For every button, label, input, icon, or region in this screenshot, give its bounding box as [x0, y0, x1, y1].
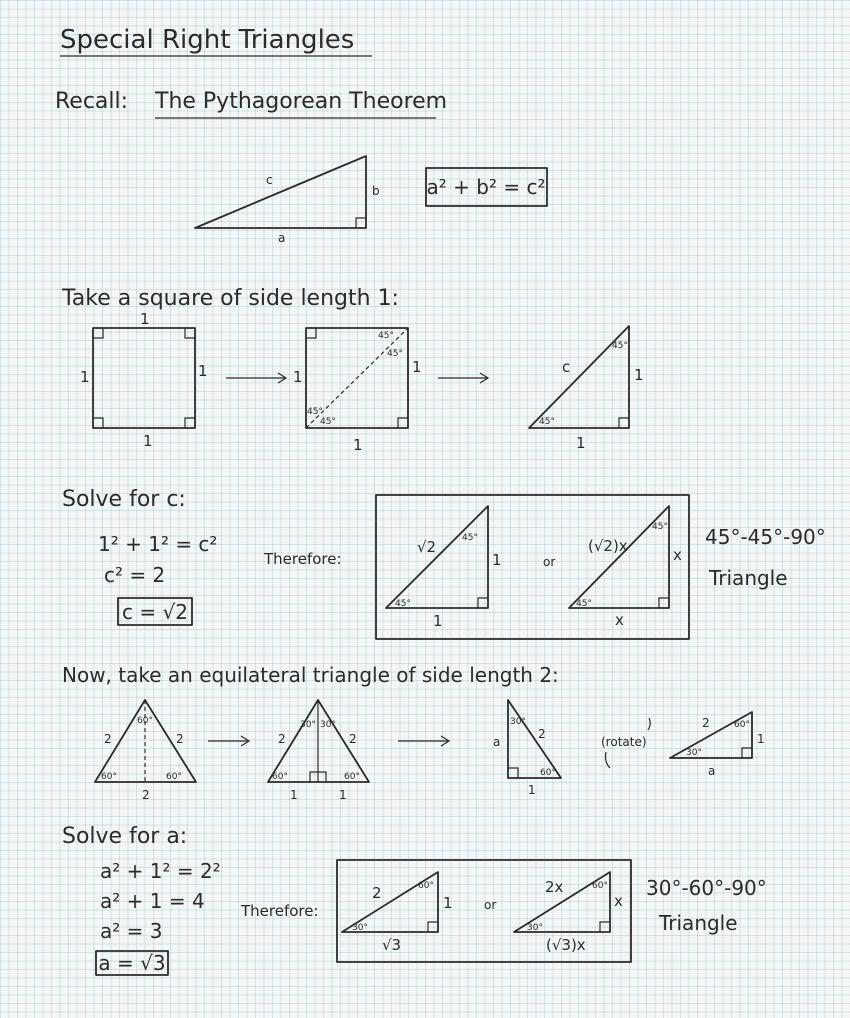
rotate-note	[601, 718, 650, 768]
square2-right-label: 1	[412, 358, 422, 376]
solve-a-answer: a = √3	[98, 951, 166, 975]
svg-text:60°: 60°	[344, 772, 360, 782]
svg-text:45°: 45°	[462, 533, 478, 543]
svg-text:1: 1	[433, 612, 443, 630]
tri45-name: 45°-45°-90°	[705, 525, 826, 549]
square2-bottom-label: 1	[353, 436, 363, 454]
svg-text:2: 2	[104, 732, 112, 746]
svg-text:2: 2	[278, 732, 286, 746]
svg-text:1: 1	[492, 551, 502, 569]
svg-text:a: a	[708, 764, 716, 778]
pythagorean-triangle	[195, 156, 380, 245]
svg-text:(rotate): (rotate)	[601, 735, 647, 749]
square-intro: Take a square of side length 1:	[62, 286, 399, 311]
page-title: Special Right Triangles	[60, 25, 355, 55]
svg-text:45°: 45°	[378, 331, 394, 341]
half-square-triangle	[529, 326, 644, 452]
tri30-name: 30°-60°-90°	[646, 876, 767, 900]
pythagorean-formula-box	[426, 168, 547, 206]
tri30-name-line2: Triangle	[659, 911, 738, 935]
square-left-label: 1	[80, 368, 90, 386]
svg-text:1² + 1² = c²: 1² + 1² = c²	[98, 532, 218, 556]
arrow-1	[226, 373, 286, 383]
unit-square	[80, 310, 208, 450]
svg-text:30°: 30°	[510, 717, 526, 727]
therefore-label-2: Therefore:	[241, 902, 319, 920]
split-equilateral-triangle	[268, 700, 369, 802]
square-bottom-label: 1	[143, 432, 153, 450]
svg-text:45°: 45°	[387, 349, 403, 359]
svg-text:√2: √2	[417, 538, 437, 556]
svg-text:2: 2	[372, 884, 382, 902]
svg-text:Solve for a:: Solve for a:	[62, 824, 188, 849]
equilateral-triangle	[95, 700, 196, 802]
svg-text:2x: 2x	[545, 878, 564, 896]
svg-text:60°: 60°	[272, 772, 288, 782]
svg-text:30°: 30°	[300, 720, 316, 730]
svg-text:60°: 60°	[540, 768, 556, 778]
svg-text:(√3)x: (√3)x	[546, 936, 586, 954]
arrow-4	[398, 736, 449, 746]
svg-text:1: 1	[290, 788, 298, 802]
arrow-2	[438, 373, 488, 383]
svg-text:1: 1	[528, 783, 536, 797]
svg-text:2: 2	[702, 716, 710, 730]
side-label-c: c	[266, 173, 273, 187]
solve-a-work	[62, 824, 221, 975]
svg-text:1: 1	[757, 732, 765, 746]
svg-text:or: or	[484, 898, 497, 912]
square-with-diagonal	[293, 328, 422, 454]
svg-text:Solve for c:: Solve for c:	[62, 487, 186, 512]
svg-text:30°: 30°	[527, 923, 543, 933]
svg-text:30°: 30°	[352, 923, 368, 933]
svg-text:60°: 60°	[418, 881, 434, 891]
arrow-3	[208, 736, 249, 746]
svg-text:x: x	[614, 892, 623, 910]
therefore-label-1: Therefore:	[264, 550, 342, 568]
svg-text:x: x	[673, 546, 682, 564]
svg-text:√3: √3	[382, 936, 402, 954]
svg-text:a² + 1 = 4: a² + 1 = 4	[100, 889, 205, 913]
svg-text:30°: 30°	[686, 748, 702, 758]
svg-text:or: or	[543, 555, 556, 569]
recall-theorem-name: The Pythagorean Theorem	[155, 89, 448, 114]
triangle-right-label: 1	[634, 366, 644, 384]
svg-text:60°: 60°	[734, 720, 750, 730]
svg-text:60°: 60°	[101, 772, 117, 782]
triangle-bottom-label: 1	[576, 434, 586, 452]
rotated-triangle	[670, 712, 765, 778]
svg-text:30°: 30°	[320, 720, 336, 730]
svg-text:2: 2	[176, 732, 184, 746]
svg-text:a² = 3: a² = 3	[100, 919, 163, 943]
svg-text:45°: 45°	[320, 417, 336, 427]
tri30-result-box	[337, 860, 631, 962]
half-equilateral-triangle	[493, 700, 561, 797]
equilateral-intro: Now, take an equilateral triangle of side length 2:	[62, 663, 559, 687]
svg-text:1: 1	[339, 788, 347, 802]
square-right-label: 1	[198, 362, 208, 380]
svg-text:a² + 1² = 2²: a² + 1² = 2²	[100, 859, 221, 883]
svg-text:45°: 45°	[652, 522, 668, 532]
svg-text:a: a	[493, 735, 501, 749]
recall-prefix: Recall:	[55, 89, 129, 114]
hypotenuse-label: c	[562, 358, 571, 376]
svg-text:60°: 60°	[137, 716, 153, 726]
svg-text:2: 2	[349, 732, 357, 746]
square2-left-label: 1	[293, 368, 303, 386]
side-label-a: a	[278, 231, 286, 245]
svg-text:45°: 45°	[395, 599, 411, 609]
solve-c-answer: c = √2	[122, 600, 188, 624]
svg-text:2: 2	[142, 788, 150, 802]
tri45-name-line2: Triangle	[709, 566, 788, 590]
svg-text:x: x	[615, 611, 624, 629]
tri45-result-box	[376, 495, 689, 639]
square-top-label: 1	[140, 310, 150, 328]
svg-text:45°: 45°	[612, 341, 628, 351]
svg-text:1: 1	[443, 894, 453, 912]
svg-text:45°: 45°	[539, 417, 555, 427]
svg-text:c² = 2: c² = 2	[104, 563, 166, 587]
svg-text:60°: 60°	[592, 881, 608, 891]
svg-text:60°: 60°	[166, 772, 182, 782]
svg-text:45°: 45°	[576, 599, 592, 609]
svg-text:45°: 45°	[307, 407, 323, 417]
pythagorean-formula: a² + b² = c²	[426, 175, 546, 199]
solve-c-work	[62, 487, 217, 625]
svg-text:(√2)x: (√2)x	[588, 537, 628, 555]
side-label-b: b	[372, 184, 380, 198]
svg-text:2: 2	[538, 727, 546, 741]
